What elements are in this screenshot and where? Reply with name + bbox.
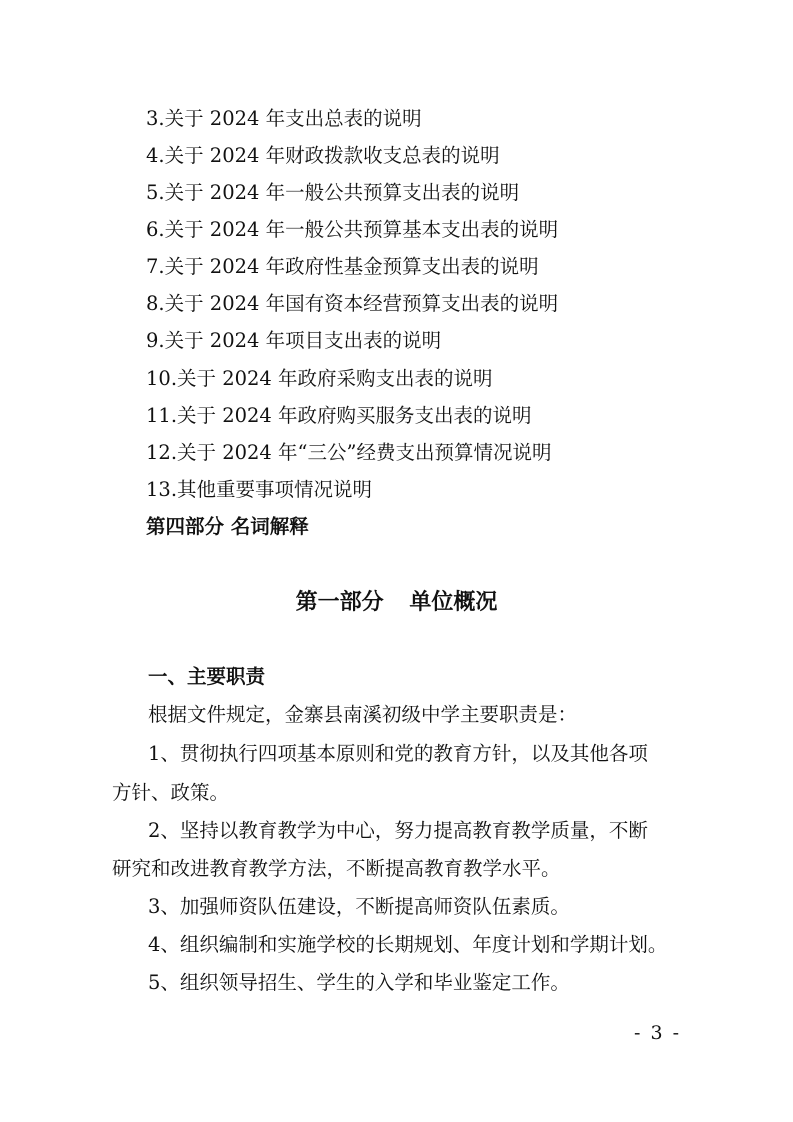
toc-item-10: 10.关于 2024 年政府采购支出表的说明 [146,367,493,390]
section-title: 第一部分 单位概况 [295,590,498,615]
duty-2-line-1: 2、坚持以教育教学为中心，努力提高教育教学质量，不断 [148,819,648,842]
subheading-main-duties: 一、主要职责 [148,665,266,688]
duty-5: 5、组织领导招生、学生的入学和毕业鉴定工作。 [148,971,570,994]
toc-item-7: 7.关于 2024 年政府性基金预算支出表的说明 [146,255,539,278]
toc-item-8: 8.关于 2024 年国有资本经营预算支出表的说明 [146,292,559,315]
duties-intro: 根据文件规定，金寨县南溪初级中学主要职责是： [148,703,578,726]
toc-item-9: 9.关于 2024 年项目支出表的说明 [146,329,442,352]
duty-3: 3、加强师资队伍建设，不断提高师资队伍素质。 [148,895,570,918]
toc-item-4: 4.关于 2024 年财政拨款收支总表的说明 [146,144,500,167]
toc-item-5: 5.关于 2024 年一般公共预算支出表的说明 [146,181,520,204]
duty-1-line-2: 方针、政策。 [112,781,230,804]
toc-item-6: 6.关于 2024 年一般公共预算基本支出表的说明 [146,218,559,241]
toc-item-11: 11.关于 2024 年政府购买服务支出表的说明 [146,404,532,427]
duty-2-line-2: 研究和改进教育教学方法，不断提高教育教学水平。 [112,857,561,880]
page-number: - 3 - [633,1022,681,1044]
duty-4: 4、组织编制和实施学校的长期规划、年度计划和学期计划。 [148,933,668,956]
toc-part-four: 第四部分 名词解释 [146,515,309,538]
duty-1-line-1: 1、贯彻执行四项基本原则和党的教育方针，以及其他各项 [148,742,648,765]
toc-item-12: 12.关于 2024 年“三公”经费支出预算情况说明 [146,441,552,464]
toc-item-13: 13.其他重要事项情况说明 [146,478,373,501]
toc-item-3: 3.关于 2024 年支出总表的说明 [146,107,422,130]
